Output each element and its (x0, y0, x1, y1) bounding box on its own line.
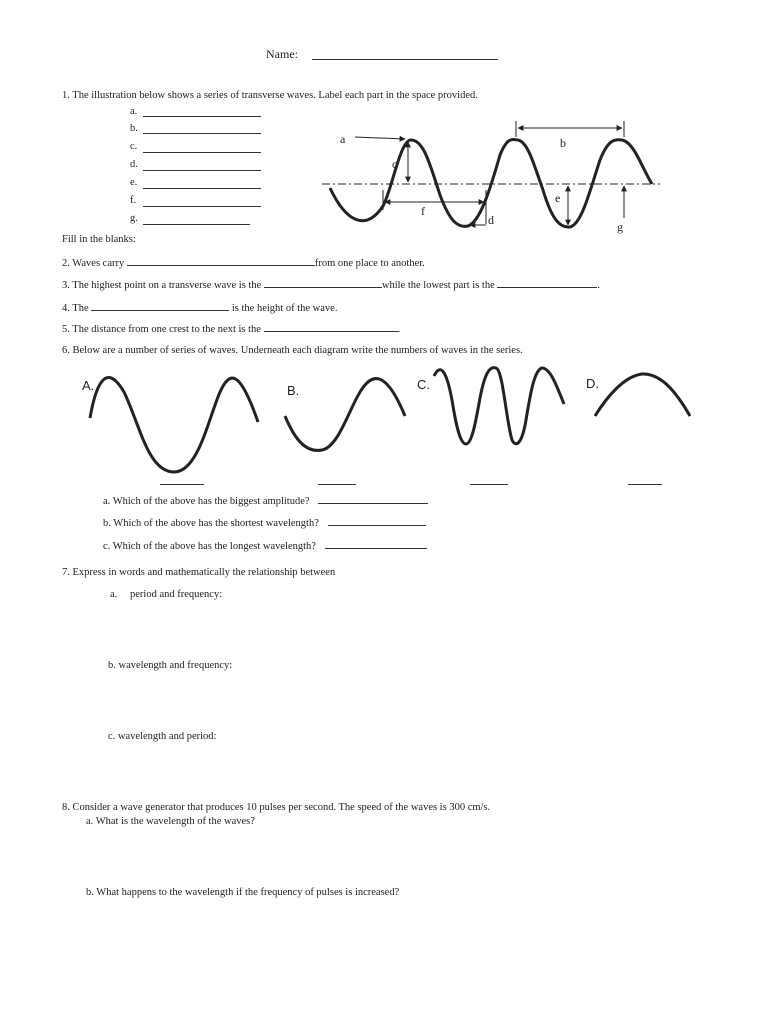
q3-blank-2[interactable] (497, 278, 597, 288)
q6c-blank[interactable] (325, 539, 427, 549)
q2-blank[interactable] (127, 256, 315, 266)
wave-series-d (595, 374, 690, 416)
diagram-label-d: d (488, 213, 494, 227)
wave-label-c: C. (417, 377, 430, 392)
q7a-text: period and frequency: (130, 589, 223, 600)
q1-answer-a[interactable] (143, 116, 261, 117)
wave-count-d[interactable] (628, 484, 662, 485)
q1-letter-a: a. (130, 106, 138, 117)
q6-prompt: 6. Below are a number of series of waves. Underneath each diagram write the numbers of waves in the series. (62, 345, 523, 356)
wave-count-b[interactable] (318, 484, 356, 485)
q2: 2. Waves carry from one place to another. (62, 258, 425, 269)
q1-letter-c: c. (130, 141, 138, 152)
name-field[interactable] (312, 59, 498, 60)
wave-label-b: B. (287, 383, 300, 398)
diagram-label-b: b (560, 136, 566, 150)
diagram-label-e: e (555, 191, 561, 205)
q1-prompt: 1. The illustration below shows a series of transverse waves. Label each part in the space provided. (62, 90, 478, 101)
q1-answer-g[interactable] (143, 224, 250, 225)
wave-count-a[interactable] (160, 484, 204, 485)
wave-count-c[interactable] (470, 484, 508, 485)
q1-answer-b[interactable] (143, 133, 261, 134)
q3: 3. The highest point on a transverse wave is the while the lowest part is the . (62, 280, 600, 291)
q4: 4. The is the height of the wave. (62, 303, 338, 314)
crest-arrow (355, 137, 405, 139)
wave-series-c (434, 368, 564, 444)
q1-letter-f: f. (130, 195, 137, 206)
q8b-text: b. What happens to the wavelength if the frequency of pulses is increased? (86, 887, 400, 898)
q5: 5. The distance from one crest to the next is the . (62, 324, 401, 335)
q7c-text: c. wavelength and period: (108, 731, 217, 742)
q6a: a. Which of the above has the biggest amplitude? (103, 494, 428, 508)
name-label: Name: (266, 47, 298, 61)
q8-prompt: 8. Consider a wave generator that produces 10 pulses per second. The speed of the waves is 300 cm/s. (62, 802, 491, 813)
q7-prompt: 7. Express in words and mathematically the relationship between (62, 567, 336, 578)
diagram-label-f: f (421, 204, 425, 218)
q8a-text: a. What is the wavelength of the waves? (86, 816, 255, 827)
q1-letter-d: d. (130, 159, 138, 170)
q6a-blank[interactable] (318, 494, 428, 504)
q6b: b. Which of the above has the shortest wavelength? (103, 516, 426, 530)
wave-label-d: D. (586, 376, 599, 391)
q4-blank[interactable] (91, 301, 229, 311)
q1-answer-c[interactable] (143, 152, 261, 153)
q1-answer-f[interactable] (143, 206, 261, 207)
q1-letter-g: g. (130, 213, 138, 224)
diagram-label-c: c (392, 157, 398, 171)
fill-in-heading: Fill in the blanks: (62, 234, 136, 245)
q1-letter-e: e. (130, 177, 138, 188)
q6b-blank[interactable] (328, 516, 426, 526)
diagram-label-g: g (617, 220, 623, 234)
q7b-text: b. wavelength and frequency: (108, 660, 233, 671)
q1-letter-b: b. (130, 123, 138, 134)
q7a-letter: a. (110, 589, 118, 600)
transverse-wave (330, 140, 652, 228)
wave-label-a: A. (82, 378, 95, 393)
wave-series-a (90, 378, 258, 472)
q6c: c. Which of the above has the longest wavelength? (103, 539, 427, 553)
q1-answer-d[interactable] (143, 170, 261, 171)
q5-blank[interactable] (264, 322, 398, 332)
q3-blank-1[interactable] (264, 278, 382, 288)
diagram-label-a: a (340, 132, 346, 146)
q1-answer-e[interactable] (143, 188, 261, 189)
wave-series-b (285, 379, 405, 451)
